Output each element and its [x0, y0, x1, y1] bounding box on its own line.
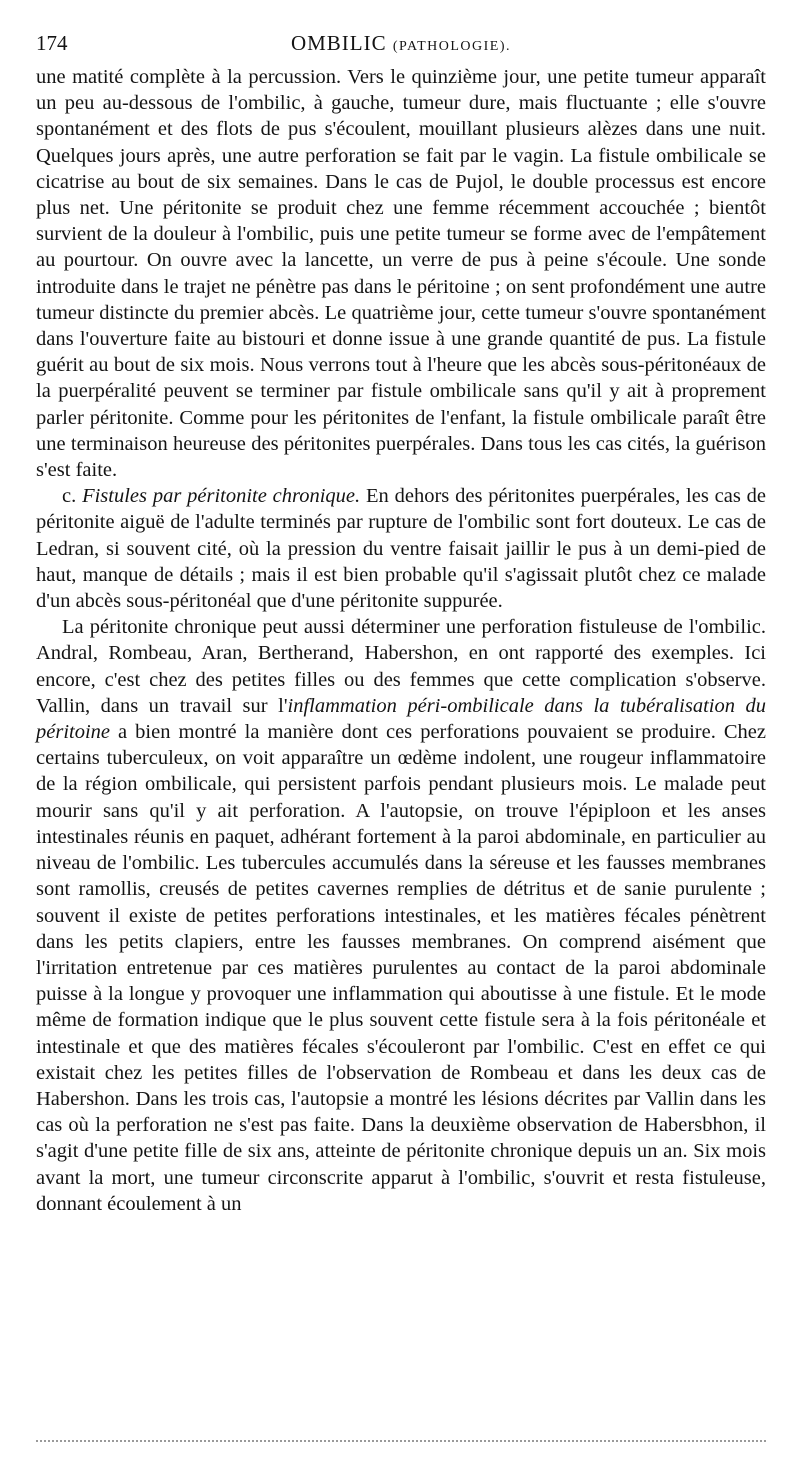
page-number: 174	[36, 31, 68, 55]
running-head-subtitle: (PATHOLOGIE).	[392, 39, 512, 54]
cited-work-title: inflammation péri-ombilicale dans la tubéralisation du péritoine	[36, 694, 766, 744]
body-text	[36, 64, 766, 1217]
section-label: c.	[62, 485, 77, 508]
paragraph-2-text: En dehors des péritonites puerpérales, les cas de péritonite aiguë de l'adulte terminés par rupture de l'ombilic sont fort douteux. Le cas de Ledran, si souvent cité, où la pression du ventre faisait jaillir le pus à un demi-pied de haut, manque de détails ; mais il est bien probable qu'il s'agissait plutôt chez ce malade d'un abcès sous-péritonéal que d'une péritonite suppurée.	[36, 485, 767, 613]
running-head-title: OMBILIC	[290, 31, 387, 55]
running-head	[36, 28, 766, 62]
paragraph-3-part-1: La péritonite chronique peut aussi déterminer une perforation fistuleuse de l'ombilic. Andral, Rombeau, Aran, Bertherand, Habershon, en ont rapporté des exemples. Ici encore, c'est chez des petites filles ou des femmes que cette complication s'observe. Vallin, dans un travail sur l'	[36, 616, 766, 717]
paragraph-1: une matité complète à la percussion. Vers le quinzième jour, une petite tumeur apparaît un peu au-dessous de l'ombilic, à gauche, tumeur dure, mais fluctuante ; elle s'ouvre spontanément et des flots de pus s'écoulent, mouillant plusieurs alèzes dans une nuit. Quelques jours après, une autre perforation se fait par le vagin. La fistule ombilicale se cicatrise au bout de six semaines. Dans le cas de Pujol, le double processus est encore plus net. Une péritonite se produit chez une femme récemment accouchée ; bientôt survient de la douleur à l'ombilic, puis une petite tumeur se forme avec de l'empâtement au pourtour. On ouvre avec la lancette, un verre de pus à peine s'écoule. Une sonde introduite dans le trajet ne pénètre pas dans le péritoine ; on sent profondément une autre tumeur distincte du premier abcès. Le quatrième jour, cette tumeur s'ouvre spontanément dans l'ouverture faite au bistouri et donne issue à une grande quantité de pus. La fistule guérit au bout de six mois. Nous verrons tout à l'heure que les abcès sous-péritonéaux de la puerpéralité peuvent se terminer par fistule ombilicale sans qu'il y ait à proprement parler péritonite. Comme pour les péritonites de l'enfant, la fistule ombilicale paraît être une terminaison heureuse des péritonites puerpérales. Dans tous les cas cités, la guérison s'est faite.	[36, 66, 766, 482]
section-heading: Fistules par péritonite chronique.	[82, 485, 361, 508]
footer-dotted-rule	[36, 1440, 766, 1442]
paragraph-3	[36, 614, 766, 1217]
paragraph-2	[36, 483, 766, 614]
paragraph-3-part-2: a bien montré la manière dont ces perforations pouvaient se produire. Chez certains tuberculeux, on voit apparaître un œdème indolent, une rougeur inflammatoire de la région ombilicale, qui persistent parfois pendant plusieurs mois. Le malade peut mourir sans qu'il y ait perforation. A l'autopsie, on trouve l'épiploon et les anses intestinales réunis en paquet, adhérant fortement à la paroi abdominale, en particulier au niveau de l'ombilic. Les tubercules accumulés dans la séreuse et les fausses membranes sont ramollis, creusés de petites cavernes remplies de détritus et de sanie purulente ; souvent il existe de petites perforations intestinales, et les matières fécales pénètrent dans les petits clapiers, entre les fausses membranes. On comprend aisément que l'irritation entretenue par ces matières purulentes au contact de la paroi abdominale puisse à la longue y provoquer une inflammation qui aboutisse à une fistule. Et le mode même de formation indique que le plus souvent cette fistule sera à la fois péritonéale et intestinale et que des matières fécales s'écouleront par l'ombilic. C'est en effet ce qui existait chez les petites filles de l'observation de Rombeau et dans les deux cas de Habershon. Dans les trois cas, l'autopsie a montré les lésions décrites par Vallin dans les cas où la perforation ne s'est pas faite. Dans la deuxième observation de Habersbhon, il s'agit d'une petite fille de six ans, atteinte de péritonite chronique depuis un an. Six mois avant la mort, une tumeur circonscrite apparut à l'ombilic, s'ouvrit et resta fistuleuse, donnant écoulement à un	[36, 721, 766, 1215]
page-header	[36, 28, 766, 58]
page	[36, 28, 766, 1217]
